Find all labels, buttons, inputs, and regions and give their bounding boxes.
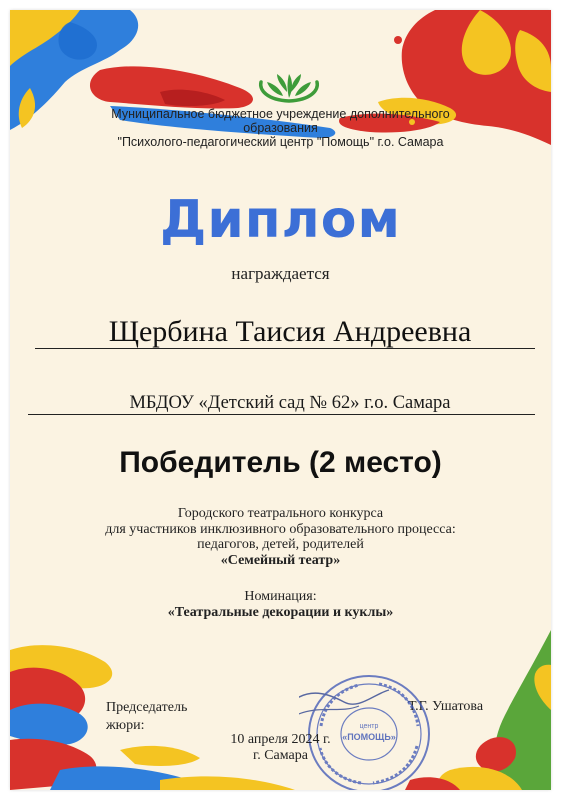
green-sprout-logo-icon	[253, 68, 325, 104]
official-seal-stamp-icon	[299, 664, 439, 790]
institution-underline	[28, 414, 535, 415]
diploma-sheet	[10, 10, 551, 790]
contest-line-3: педагогов, детей, родителей	[197, 537, 364, 552]
organization-header	[10, 107, 551, 149]
jury-chair-line-2: жюри:	[106, 718, 145, 733]
nomination-block	[10, 589, 551, 621]
nomination-value: «Театральные декорации и куклы»	[167, 605, 394, 620]
organization-line-2: образования	[243, 121, 318, 135]
organization-line-1: Муниципальное бюджетное учреждение дополнительного	[111, 107, 450, 121]
contest-line-2: для участников инклюзивного образовательного процесса:	[105, 521, 456, 537]
contest-description	[10, 506, 551, 568]
award-place: Победитель (2 место)	[119, 446, 442, 479]
diploma-title: Диплом	[160, 190, 401, 250]
nomination-label: Номинация:	[244, 589, 317, 604]
jury-chair-line-1: Председатель	[106, 700, 188, 715]
issue-date-block	[10, 732, 551, 764]
stamp-center-small-text: центр	[359, 723, 379, 730]
issue-city: г. Самара	[253, 748, 308, 763]
awarded-label: награждается	[231, 264, 330, 283]
contest-name: «Семейный театр»	[220, 552, 341, 568]
issue-date: 10 апреля 2024 г.	[230, 732, 331, 747]
organization-line-3: "Психолого-педагогический центр "Помощь" г.о. Самара	[117, 135, 444, 149]
recipient-name: Щербина Таисия Андреевна	[108, 315, 472, 348]
institution-name: МБДОУ «Детский сад № 62» г.о. Самара	[129, 393, 451, 413]
stamp-center-text: «ПОМОЩЬ»	[342, 732, 396, 742]
jury-chair-label	[106, 699, 187, 735]
recipient-underline	[35, 348, 535, 349]
jury-chair-name: Т.Г. Ушатова	[408, 699, 484, 714]
contest-line-1: Городского театрального конкурса	[177, 506, 384, 521]
